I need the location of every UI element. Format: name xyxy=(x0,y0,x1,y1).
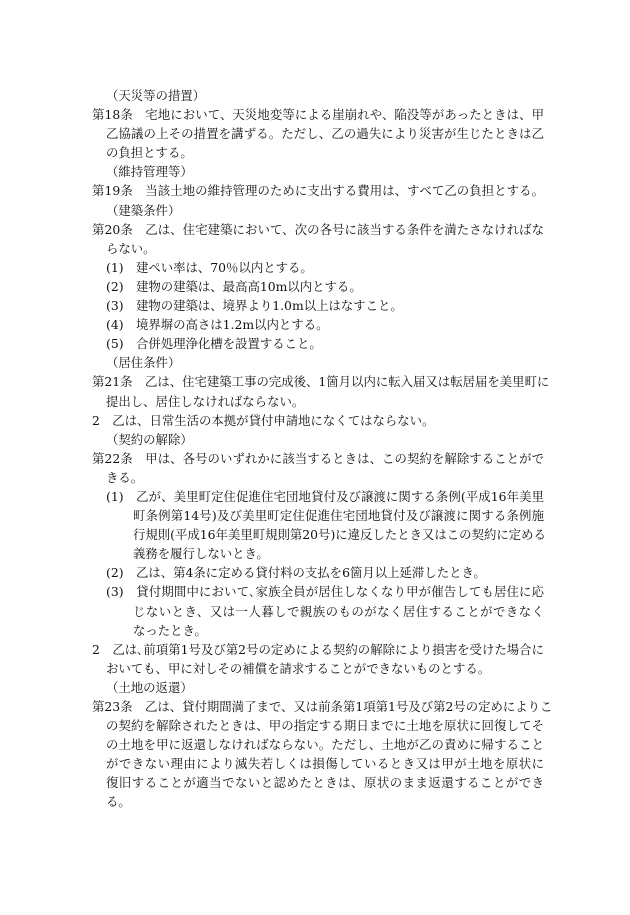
line-text: ができない理由により滅失若しくは損傷しているとき又は甲が土地を原状に xyxy=(106,756,544,772)
line-text: なったとき。 xyxy=(133,622,207,638)
numbered-item-line xyxy=(92,315,544,334)
line-text: の土地を甲に返還しなければならない。ただし、土地が乙の責めに帰すること xyxy=(106,737,544,753)
article-line xyxy=(92,181,544,200)
line-text: (2) 乙は、第4条に定める貸付料の支払を6箇月以上延滞したとき。 xyxy=(106,565,486,581)
article-line xyxy=(92,697,553,716)
numbered-item-continuation-line xyxy=(92,525,544,544)
line-text: （居住条件） xyxy=(106,355,181,371)
article-continuation-line xyxy=(92,468,544,487)
numbered-item-line xyxy=(92,296,544,315)
line-text: 2 乙は､前項第1号及び第2号の定めによる契約の解除により損害を受けた場合に xyxy=(92,641,544,657)
numbered-item-continuation-line xyxy=(92,506,544,525)
section-heading xyxy=(92,162,544,181)
article-line xyxy=(92,449,544,468)
section-heading xyxy=(92,201,544,220)
line-text: 第19条 当該土地の維持管理のために支出する費用は、すべて乙の負担とする。 xyxy=(92,183,544,199)
line-text: 義務を履行しないとき。 xyxy=(133,546,269,562)
line-text: （契約の解除） xyxy=(106,431,193,447)
line-text: （土地の返還） xyxy=(106,679,193,695)
numbered-item-line xyxy=(92,563,544,582)
line-text: じないとき、又は一人暮しで親族のものがなく居住することができなく xyxy=(133,603,544,619)
section-heading xyxy=(92,353,544,372)
line-text: 町条例第14号)及び美里町定住促進住宅団地貸付及び譲渡に関する条例施 xyxy=(133,508,544,524)
article-continuation-line xyxy=(92,124,544,143)
line-text: 第23条 乙は、貸付期間満了まで、又は前条第1項第1号及び第2号の定めによりこ xyxy=(92,699,553,714)
article-line xyxy=(92,220,544,239)
line-text: 行規則(平成16年美里町規則第20号)に違反したとき又はこの契約に定める xyxy=(133,527,546,543)
article-continuation-line xyxy=(92,735,544,754)
line-text: 第18条 宅地において、天災地変等による崖崩れや、陥没等があったときは、甲 xyxy=(92,107,544,123)
line-text: 2 乙は、日常生活の本拠が貸付申請地になくてはならない。 xyxy=(92,412,435,428)
article-line xyxy=(92,411,544,430)
line-text: きる。 xyxy=(106,469,144,485)
section-heading xyxy=(92,430,544,449)
line-text: （天災等の措置） xyxy=(106,88,206,103)
numbered-item-line xyxy=(92,487,544,506)
line-text: (3) 建物の建築は、境界より1.0m以上はなすこと。 xyxy=(106,298,403,314)
line-text: (1) 建ぺい率は、70％以内とする。 xyxy=(106,259,313,275)
numbered-item-line xyxy=(92,582,544,601)
numbered-item-continuation-line xyxy=(92,602,544,621)
line-text: 提出し、居住しなければならない。 xyxy=(106,393,305,409)
article-continuation-line xyxy=(92,716,544,735)
article-continuation-line xyxy=(92,239,544,258)
article-line xyxy=(92,640,544,659)
numbered-item-line xyxy=(92,334,544,353)
line-text: る。 xyxy=(106,794,131,810)
line-text: 第20条 乙は、住宅建築において、次の各号に該当する条件を満たさなければな xyxy=(92,221,544,237)
line-text: 乙協議の上その措置を講ずる。ただし、乙の過失により災害が生じたときは乙 xyxy=(106,126,544,142)
numbered-item-line xyxy=(92,258,544,277)
line-text: の負担とする。 xyxy=(106,145,193,161)
line-text: （建築条件） xyxy=(106,202,181,218)
article-continuation-line xyxy=(92,754,544,773)
line-text: らない。 xyxy=(106,240,156,256)
numbered-item-continuation-line xyxy=(92,621,544,640)
article-continuation-line xyxy=(92,773,544,792)
article-line xyxy=(92,372,550,391)
article-line xyxy=(92,105,544,124)
article-continuation-line xyxy=(92,392,544,411)
numbered-item-continuation-line xyxy=(92,544,544,563)
line-text: 復旧することが適当でないと認めたときは、原状のまま返還することができ xyxy=(106,775,544,791)
line-text: (3) 貸付期間中において､家族全員が居住しなくなり甲が催告しても居住に応 xyxy=(106,584,544,600)
line-text: （維持管理等） xyxy=(106,164,193,180)
numbered-item-line xyxy=(92,277,544,296)
article-continuation-line xyxy=(92,792,544,811)
article-continuation-line xyxy=(92,143,544,162)
line-text: の契約を解除されたときは、甲の指定する期日までに土地を原状に回復してそ xyxy=(106,718,544,734)
line-text: (5) 合併処理浄化槽を設置すること。 xyxy=(106,336,322,352)
line-text: (1) 乙が、美里町定住促進住宅団地貸付及び譲渡に関する条例(平成16年美里 xyxy=(106,488,544,504)
section-heading xyxy=(92,678,544,697)
section-heading xyxy=(92,86,544,105)
line-text: 第22条 甲は、各号のいずれかに該当するときは、この契約を解除することがで xyxy=(92,450,544,466)
document-body xyxy=(92,86,553,812)
line-text: (4) 境界塀の高さは1.2m以内とする。 xyxy=(106,317,329,333)
article-continuation-line xyxy=(92,659,544,678)
line-text: おいても、甲に対しその補償を請求することができないものとする。 xyxy=(106,660,491,676)
line-text: (2) 建物の建築は、最高高10m以内とする。 xyxy=(106,278,362,294)
line-text: 第21条 乙は、住宅建築工事の完成後、1箇月以内に転入届又は転居届を美里町に xyxy=(92,374,550,390)
